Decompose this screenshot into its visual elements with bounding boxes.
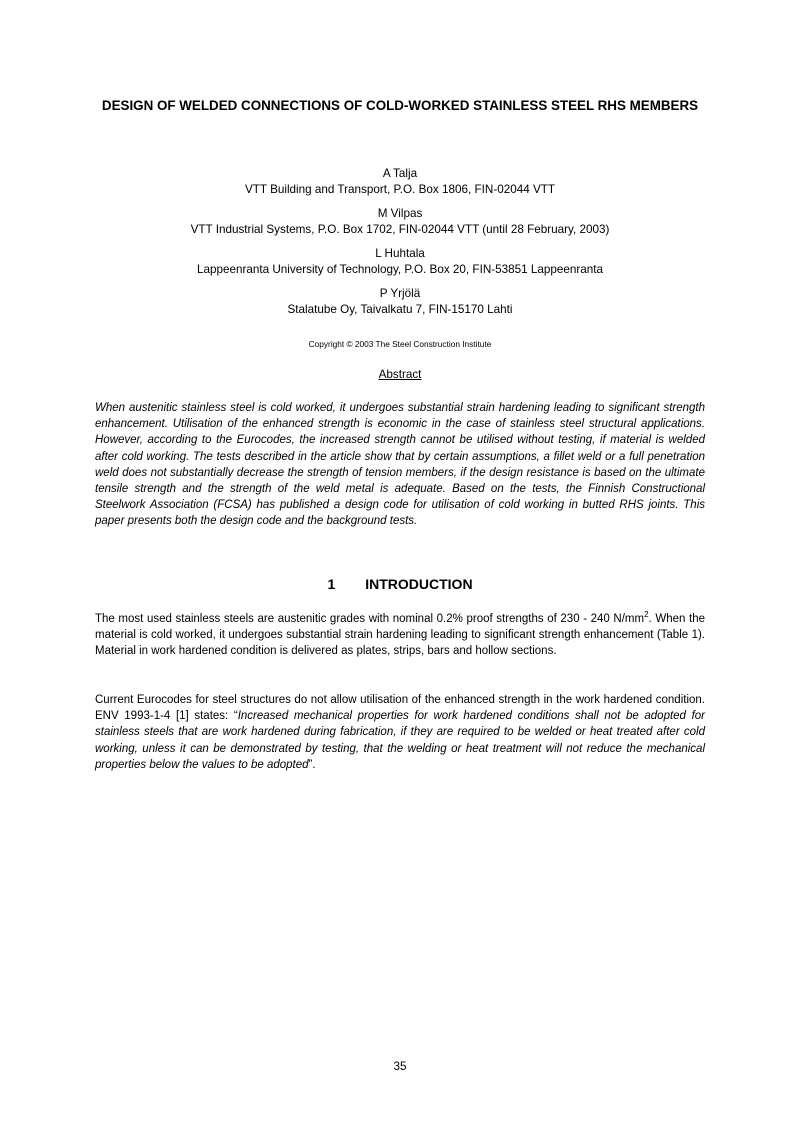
section-heading	[95, 576, 705, 593]
author-1	[60, 166, 740, 198]
quoted-standard-text: Increased mechanical properties for work hardened conditions shall not be adopted for stainless steels that are work hardened during fabrication, if they are required to be welded or heat treated after cold working, unless it can be demonstrated by testing, that the welding or heat treatment will not reduce the mechanical properties below the values to be adopted	[95, 710, 706, 771]
superscript-exponent: 2	[644, 610, 649, 620]
paragraph-text: Current Eurocodes for steel structures do not allow utilisation of the enhanced strength in the work hardened condition. ENV 1993-1-4 [1] states: “	[95, 694, 705, 723]
author-3	[60, 246, 740, 278]
author-4	[60, 286, 740, 318]
author-name: L Huhtala	[375, 247, 425, 260]
author-2	[60, 206, 740, 238]
author-affiliation: Stalatube Oy, Taivalkatu 7, FIN-15170 Lahti	[287, 303, 513, 316]
author-name: M Vilpas	[377, 207, 423, 220]
paragraph-text: The most used stainless steels are austenitic grades with nominal 0.2% proof strengths of 230 - 240 N/mm	[95, 613, 645, 625]
author-name: A Talja	[382, 167, 418, 180]
paragraph-text: ”.	[308, 758, 316, 771]
page-number: 35	[393, 1060, 407, 1073]
copyright-notice: Copyright © 2003 The Steel Construction Institute	[308, 339, 492, 349]
author-affiliation: VTT Building and Transport, P.O. Box 1806, FIN-02044 VTT	[244, 183, 556, 196]
author-affiliation: VTT Industrial Systems, P.O. Box 1702, FIN-02044 VTT (until 28 February, 2003)	[190, 223, 610, 236]
author-name: P Yrjölä	[379, 287, 421, 300]
abstract-text: When austenitic stainless steel is cold worked, it undergoes substantial strain hardening leading to significant strength enhancement. Utilisation of the enhanced strength is economic in the case of stainless steel structural applications. However, according to the Eurocodes, the increased strength cannot be utilised without testing, if material is welded after cold working. The tests described in the article show that by certain assumptions, a fillet weld or a full penetration weld does not substantially decrease the strength of tension members, if the design resistance is based on the ultimate tensile strength and the strength of the weld metal is adequate. Based on the tests, the Finnish Constructional Steelwork Association (FCSA) has published a design code for utilisation of cold working in butted RHS joints. This paper presents both the design code and the background tests.	[95, 402, 705, 528]
paragraph-text: . When the material is cold worked, it undergoes substantial strain hardening leading to significant strength enhancement (Table 1). Material in work hardened condition is delivered as plates, strips, bars and hollow sections.	[95, 613, 705, 658]
section-title: INTRODUCTION	[365, 576, 473, 592]
intro-paragraph-2	[95, 692, 705, 773]
abstract-heading: Abstract	[378, 368, 422, 381]
intro-paragraph-1	[95, 611, 705, 660]
section-number: 1	[327, 576, 336, 592]
paper-title: DESIGN OF WELDED CONNECTIONS OF COLD-WORKED STAINLESS STEEL RHS MEMBERS	[101, 98, 699, 113]
author-affiliation: Lappeenranta University of Technology, P.O. Box 20, FIN-53851 Lappeenranta	[196, 263, 604, 276]
